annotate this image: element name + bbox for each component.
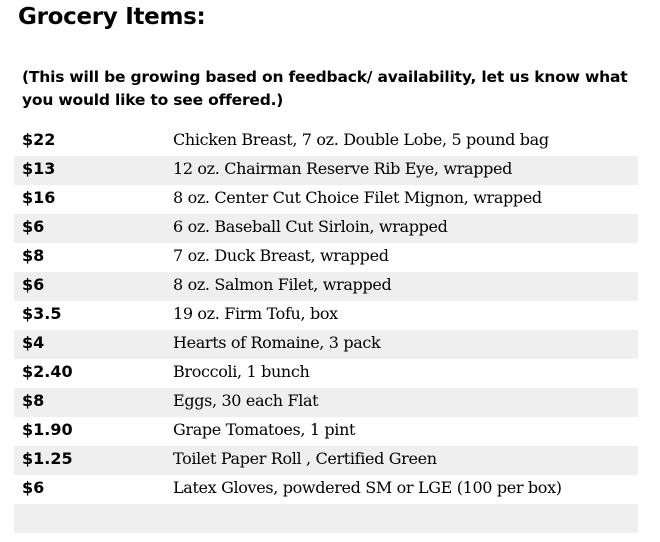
table-row	[14, 330, 638, 359]
item-description: Eggs, 30 each Flat	[173, 391, 319, 410]
page-title: Grocery Items:	[18, 4, 206, 30]
item-price: $1.25	[22, 449, 73, 468]
table-row	[14, 272, 638, 301]
item-price: $4	[22, 333, 45, 352]
table-row	[14, 185, 638, 214]
table-row	[14, 359, 638, 388]
item-description: Latex Gloves, powdered SM or LGE (100 per box)	[173, 478, 562, 497]
item-description: Broccoli, 1 bunch	[173, 362, 310, 381]
item-price: $6	[22, 478, 45, 497]
item-description: 8 oz. Salmon Filet, wrapped	[173, 275, 392, 294]
item-price: $6	[22, 275, 45, 294]
empty-table-row	[14, 504, 638, 533]
item-price: $16	[22, 188, 56, 207]
table-row	[14, 156, 638, 185]
item-price: $13	[22, 159, 56, 178]
table-row	[14, 301, 638, 330]
item-description: Grape Tomatoes, 1 pint	[173, 420, 356, 439]
item-price: $8	[22, 391, 45, 410]
item-price: $6	[22, 217, 45, 236]
table-row	[14, 243, 638, 272]
item-description: 19 oz. Firm Tofu, box	[173, 304, 338, 323]
table-row	[14, 475, 638, 504]
table-row	[14, 417, 638, 446]
item-description: Toilet Paper Roll , Certified Green	[173, 449, 437, 468]
item-description: 7 oz. Duck Breast, wrapped	[173, 246, 389, 265]
item-description: Hearts of Romaine, 3 pack	[173, 333, 381, 352]
item-description: 8 oz. Center Cut Choice Filet Mignon, wrapped	[173, 188, 542, 207]
table-row	[14, 446, 638, 475]
table-row	[14, 388, 638, 417]
grocery-table	[14, 127, 638, 533]
item-description: 6 oz. Baseball Cut Sirloin, wrapped	[173, 217, 448, 236]
item-price: $2.40	[22, 362, 73, 381]
item-description: Chicken Breast, 7 oz. Double Lobe, 5 pound bag	[173, 130, 549, 149]
table-row	[14, 214, 638, 243]
item-price: $3.5	[22, 304, 62, 323]
item-description: 12 oz. Chairman Reserve Rib Eye, wrapped	[173, 159, 513, 178]
item-price: $1.90	[22, 420, 73, 439]
item-price: $8	[22, 246, 45, 265]
table-row	[14, 127, 638, 156]
feedback-note: (This will be growing based on feedback/ availability, let us know what you would like to see offered.)	[22, 68, 628, 109]
item-price: $22	[22, 130, 56, 149]
